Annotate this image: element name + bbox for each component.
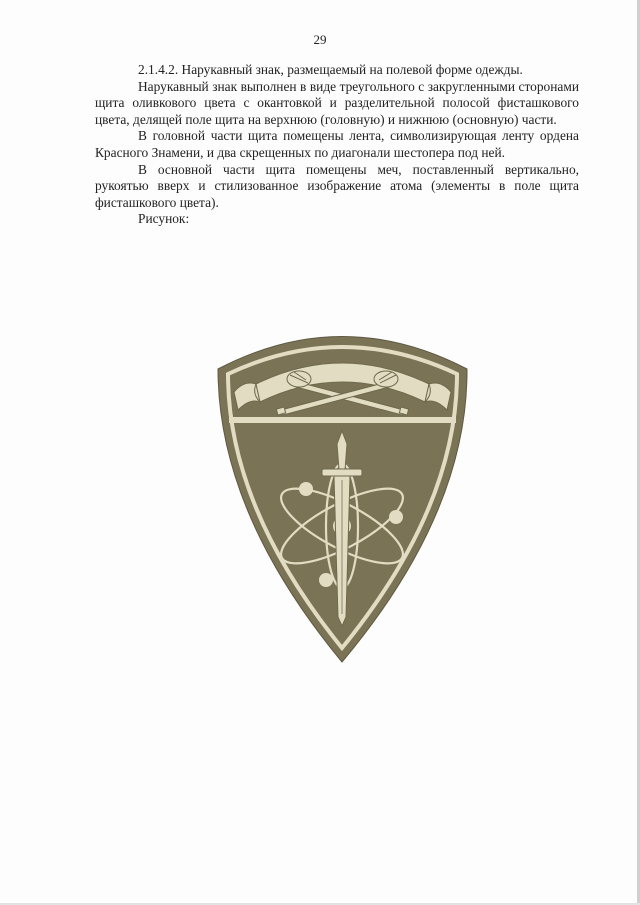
page-number: 29 xyxy=(313,32,327,47)
shield-emblem xyxy=(216,322,469,664)
body-text xyxy=(95,62,579,228)
head-part-paragraph: В головной части щита помещены лента, символизирующая ленту ордена Красного Знамени, и два скрещенных по диагонали шестопера под ней. xyxy=(95,128,579,160)
divider-band xyxy=(229,417,456,423)
main-part-paragraph: В основной части щита помещены меч, поставленный вертикально, рукоятью вверх и стилизованное изображение атома (элементы в поле щита фисташкового цвета). xyxy=(95,161,579,210)
description-paragraph: Нарукавный знак выполнен в виде треугольного с закругленными сторонами щита оливкового цвета с окантовкой и разделительной полосой фисташкового цвета, делящей поле щита на верхнюю (головную) и нижнюю (основную) части. xyxy=(95,78,579,127)
sleeve-insignia-image xyxy=(216,322,469,664)
figure-caption: Рисунок: xyxy=(138,211,190,227)
section-heading-paragraph: 2.1.4.2. Нарукавный знак, размещаемый на полевой форме одежды. xyxy=(138,62,523,77)
